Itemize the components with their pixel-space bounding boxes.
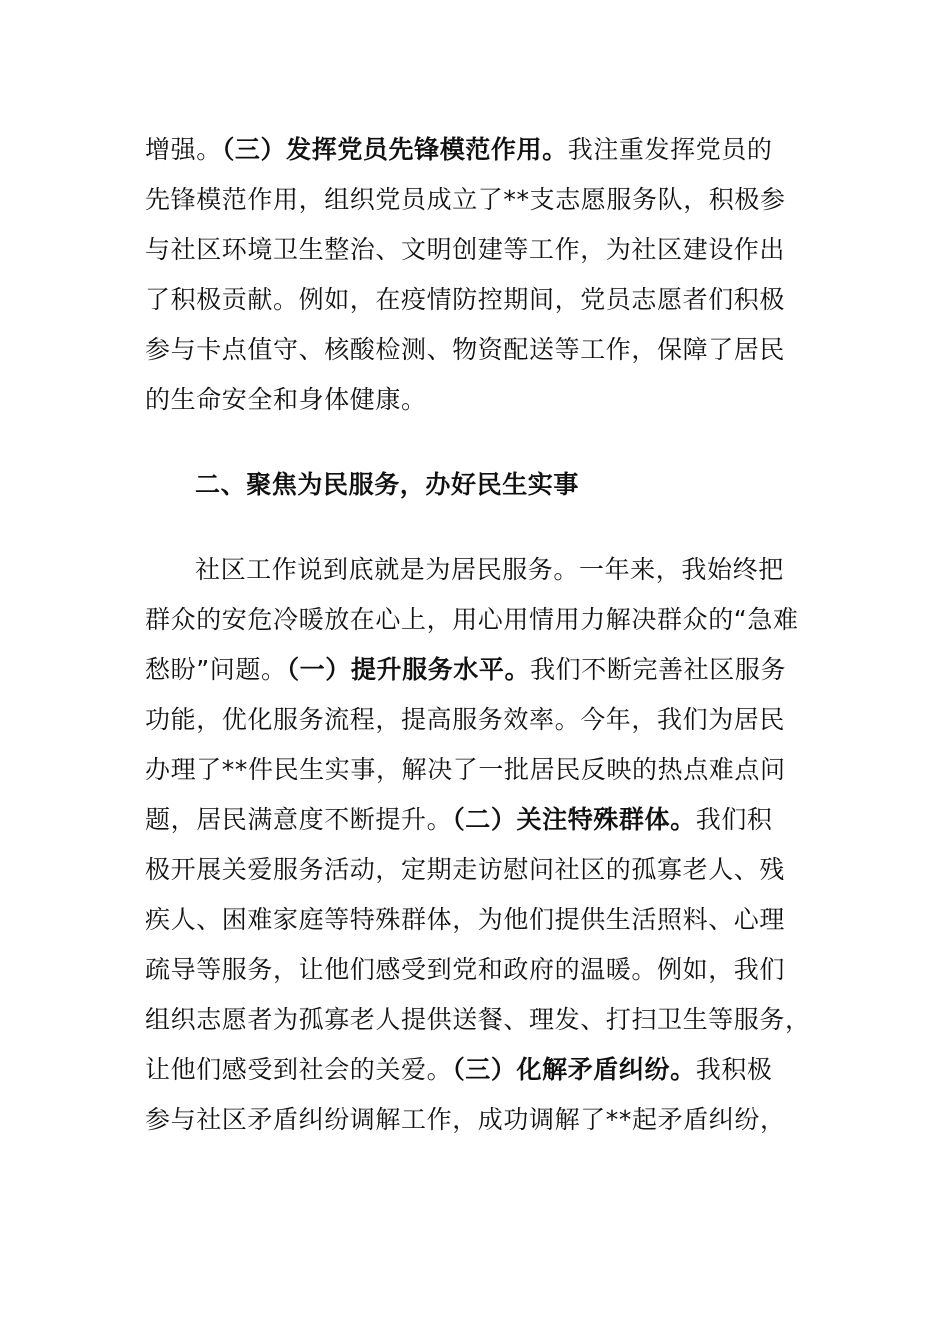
text-line: 群众的安危冷暖放在心上，用心用情用力解决群众的“急难 xyxy=(145,605,799,634)
text-line xyxy=(145,132,773,168)
text-line xyxy=(145,652,786,688)
text-line: 功能，优化服务流程，提高服务效率。今年，我们为居民 xyxy=(145,705,786,734)
text-line: 参与卡点值守、核酸检测、物资配送等工作，保障了居民 xyxy=(145,335,786,364)
text-run: 我积极 xyxy=(695,1055,773,1084)
text-run: 题，居民满意度不断提升。 xyxy=(145,805,453,834)
text-line: 与社区环境卫生整治、文明创建等工作，为社区建设作出 xyxy=(145,235,786,264)
text-line: 疏导等服务，让他们感受到党和政府的温暖。例如，我们 xyxy=(145,955,786,984)
text-line: 先锋模范作用，组织党员成立了**支志愿服务队，积极参 xyxy=(145,185,786,214)
bold-subheading: （三）发挥党员先锋模范作用。 xyxy=(221,135,568,164)
text-line xyxy=(145,1052,773,1088)
bold-subheading: （三）化解矛盾纠纷。 xyxy=(452,1055,696,1084)
text-line: 极开展关爱服务活动，定期走访慰问社区的孤寡老人、残 xyxy=(145,855,786,884)
text-line: 的生命安全和身体健康。 xyxy=(145,385,427,414)
text-line xyxy=(145,802,773,838)
text-run: 让他们感受到社会的关爱。 xyxy=(145,1055,453,1084)
text-line: 办理了**件民生实事，解决了一批居民反映的热点难点问 xyxy=(145,755,786,784)
text-run: 我们不断完善社区服务 xyxy=(530,655,787,684)
text-line: 疾人、困难家庭等特殊群体，为他们提供生活照料、心理 xyxy=(145,905,786,934)
text-line: 参与社区矛盾纠纷调解工作，成功调解了**起矛盾纠纷， xyxy=(145,1105,786,1134)
bold-subheading: （一）提升服务水平。 xyxy=(286,655,531,684)
text-line: 社区工作说到底就是为居民服务。一年来，我始终把 xyxy=(195,555,784,584)
text-run: 我注重发挥党员的 xyxy=(567,135,773,164)
bold-subheading: （二）关注特殊群体。 xyxy=(452,805,696,834)
section-heading: 二、聚焦为民服务，办好民生实事 xyxy=(195,470,580,499)
text-line: 了积极贡献。例如，在疫情防控期间，党员志愿者们积极 xyxy=(145,285,786,314)
text-run: 我们积 xyxy=(695,805,773,834)
text-line: 组织志愿者为孤寡老人提供送餐、理发、打扫卫生等服务， xyxy=(145,1005,811,1034)
text-run: 增强。 xyxy=(145,135,222,164)
text-run: 愁盼”问题。 xyxy=(145,655,287,684)
